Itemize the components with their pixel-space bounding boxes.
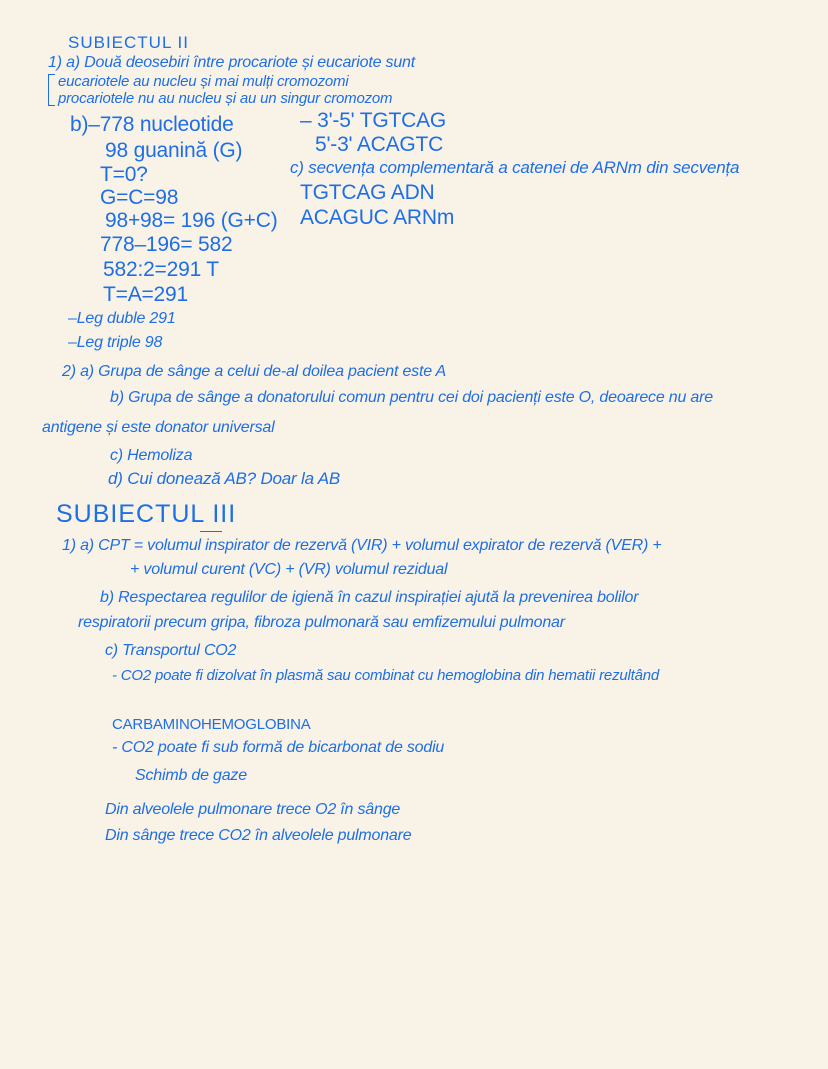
q1b-line: 582:2=291 T (103, 258, 219, 281)
q3-1b-continued: respiratorii precum gripa, fibroza pulmonară sau emfizemului pulmonar (78, 614, 565, 631)
q3-1a-continued: + volumul curent (VC) + (VR) volumul rezidual (130, 561, 448, 578)
q3-1c-line: - CO2 poate fi dizolvat în plasmă sau combinat cu hemoglobina din hematii rezultând (112, 667, 660, 684)
gas-exchange-line: Din alveolele pulmonare trece O2 în sânge (105, 801, 401, 818)
gas-exchange-line: Din sânge trece CO2 în alveolele pulmonare (105, 827, 412, 844)
strand-3-5: – 3'-5' TGTCAG (300, 109, 447, 132)
q3-1c-line: CARBAMINOHEMOGLOBINA (112, 716, 311, 733)
bracket-mark (48, 74, 55, 106)
q3-1b-text: b) Respectarea regulilor de igienă în cazul inspirației ajută la prevenirea bolilor (100, 589, 639, 606)
q1b-line: –Leg triple 98 (68, 334, 163, 351)
title-underline (200, 531, 222, 532)
q1b-line: b)–778 nucleotide (70, 113, 234, 136)
q2b-text: b) Grupa de sânge a donatorului comun pentru cei doi pacienți este O, deoarece nu are (110, 389, 713, 406)
q2c-text: c) Hemoliza (110, 447, 193, 464)
q1b-line: 98+98= 196 (G+C) (105, 209, 278, 232)
q3-1c-line: - CO2 poate fi sub formă de bicarbonat de sodiu (112, 739, 445, 756)
q2a-text: 2) a) Grupa de sânge a celui de-al doilea pacient este A (62, 363, 447, 380)
q1b-line: T=0? (100, 163, 148, 186)
q1a-eukaryote: eucariotele au nucleu și mai mulți cromozomi (58, 73, 349, 90)
gas-exchange-title: Schimb de gaze (135, 767, 247, 784)
rna-sequence: ACAGUC ARNm (300, 206, 455, 229)
q1c-text: c) secvența complementară a catenei de ARNm din secvența (290, 158, 740, 177)
q1b-line: 778–196= 582 (100, 233, 233, 256)
q1b-line: G=C=98 (100, 186, 179, 209)
subject-2-title: SUBIECTUL II (68, 33, 189, 52)
q2d-text: d) Cui donează AB? Doar la AB (108, 469, 341, 488)
q1b-line: T=A=291 (103, 283, 188, 306)
q1a-prokaryote: procariotele nu au nucleu și au un singur cromozom (58, 90, 393, 107)
q3-1c-text: c) Transportul CO2 (105, 642, 237, 659)
dna-sequence: TGTCAG ADN (300, 181, 435, 204)
q1b-line: 98 guanină (G) (105, 139, 243, 162)
q1b-line: –Leg duble 291 (68, 310, 176, 327)
q1a-text: 1) a) Două deosebiri între procariote și eucariote sunt (48, 54, 415, 71)
q2b-continued: antigene și este donator universal (42, 419, 275, 436)
strand-5-3: 5'-3' ACAGTC (315, 133, 444, 156)
subject-3-title: SUBIECTUL III (56, 500, 237, 528)
q3-1a-text: 1) a) CPT = volumul inspirator de rezervă (VIR) + volumul expirator de rezervă (VER) + (62, 537, 662, 554)
